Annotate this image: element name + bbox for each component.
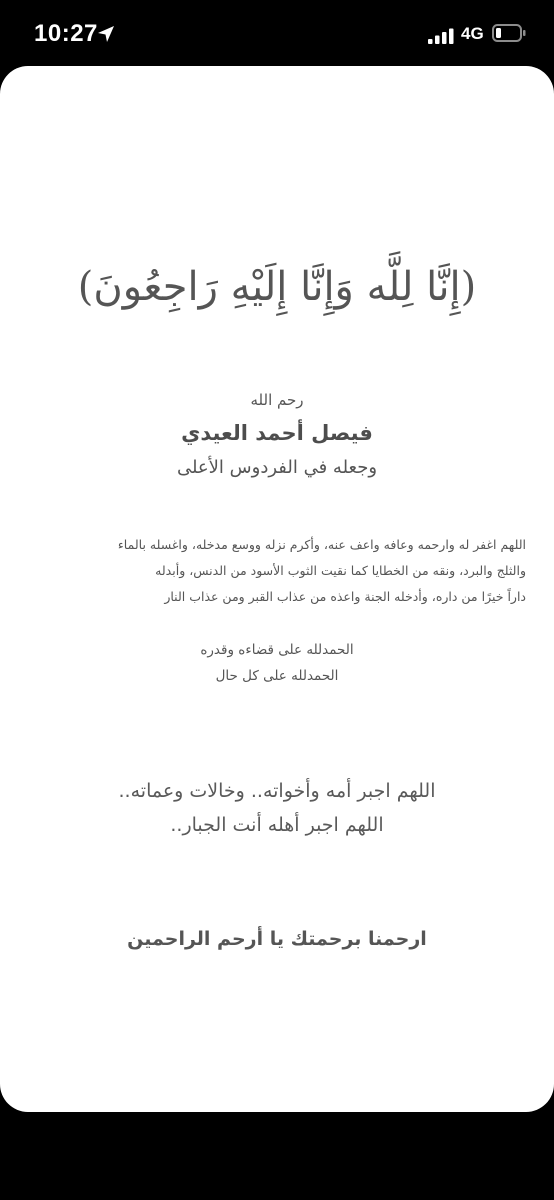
deceased-name: فيصل أحمد العيدي	[181, 421, 373, 445]
mercy-prayer-paragraph	[28, 532, 526, 610]
family-supplication: اللهم اجبر أمه وأخواته.. وخالات وعماته..	[118, 780, 436, 802]
praise-text-qadaa: الحمدلله على قضاءه وقدره	[200, 642, 354, 658]
status-time: 10:27	[34, 20, 98, 47]
location-arrow-icon	[96, 24, 116, 44]
closing-dua: ارحمنا برحمتك يا أرحم الراحمين	[127, 928, 427, 950]
praise-text-every-state: الحمدلله على كل حال	[215, 668, 339, 684]
rahimahu-allah-text: رحم الله	[250, 391, 304, 409]
status-bar	[0, 0, 554, 66]
prayer-line: اللهم اغفر له وارحمه وعافه واعف عنه، وأكرم نزله ووسع مدخله، واغسله بالماء	[117, 537, 526, 552]
network-type-label: 4G	[461, 24, 484, 43]
firdaws-prayer: وجعله في الفردوس الأعلى	[176, 457, 378, 478]
condolence-card	[0, 66, 554, 1112]
prayer-line: والثلج والبرد، ونقه من الخطايا كما نقيت الثوب الأسود من الدنس، وأبدله	[155, 563, 526, 578]
prayer-line: داراً خيرًا من داره، وأدخله الجنة واعذه من عذاب القبر ومن عذاب النار	[164, 589, 526, 604]
cellular-signal-icon	[428, 28, 454, 44]
battery-low-icon	[492, 24, 526, 42]
family-supplication-2: اللهم اجبر أهله أنت الجبار..	[170, 814, 384, 836]
quran-verse: (إِنَّا لِلَّه وَإِنَّا إِلَيْهِ رَاجِعُونَ)	[77, 264, 477, 310]
